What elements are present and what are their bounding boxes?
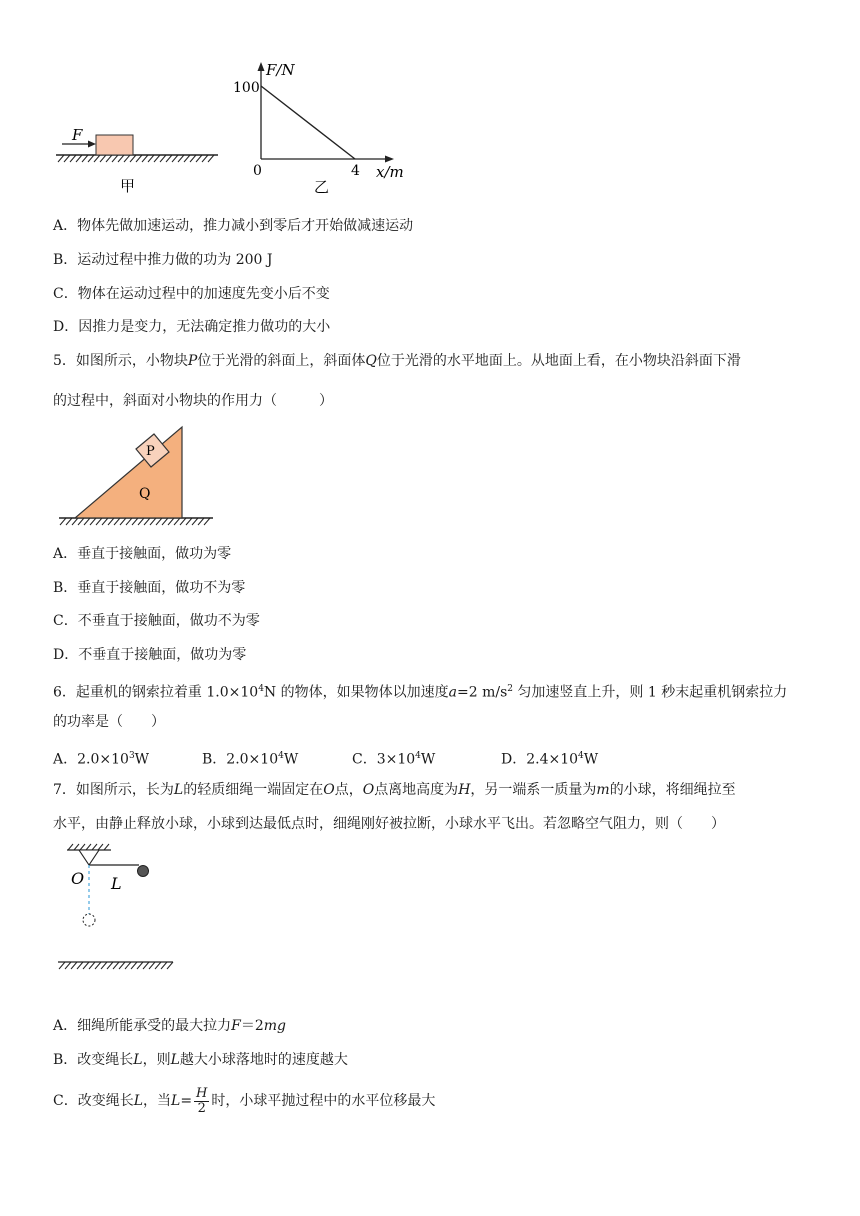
fraction-numerator: H: [196, 1085, 208, 1101]
q4-option-d: [53, 317, 330, 337]
exponent: 4: [278, 751, 284, 761]
q7-stem-line2: [53, 814, 725, 834]
stem-text: 水平，由静止释放小球，小球到达最低点时，细绳刚好被拉断，小球水平飞出。若忽略空气阻力，则（ ）: [53, 816, 725, 832]
option-text: 改变绳长: [77, 1093, 134, 1109]
option-text: 垂直于接触面，做功不为零: [77, 580, 246, 596]
origin-label: 0: [253, 163, 262, 179]
option-unit: W: [134, 751, 150, 768]
fig-jia: [56, 126, 218, 195]
option-text: 越大小球落地时的速度越大: [179, 1052, 348, 1068]
option-letter: A．: [53, 218, 78, 234]
stem-text: 匀加速竖直上升，则 1 秒末起重机钢索拉力: [512, 684, 788, 701]
option-unit: W: [283, 751, 299, 768]
option-unit: W: [583, 751, 599, 768]
option-text: 时，小球平抛过程中的水平位移最大: [211, 1093, 436, 1109]
option-value: 2.4×10: [526, 751, 579, 768]
stem-text: 如图所示，小物块: [75, 353, 188, 369]
option-text: 不垂直于接触面，做功不为零: [77, 613, 260, 629]
var-L: L: [171, 1093, 181, 1109]
option-letter: B．: [202, 751, 227, 768]
question-number: 6．: [53, 684, 76, 701]
option-letter: A．: [53, 1018, 78, 1034]
var-m: m: [596, 782, 610, 798]
q7-stem-line1: [53, 780, 736, 800]
q6-option-a: [53, 746, 149, 770]
option-letter: D．: [501, 751, 527, 768]
q5-option-b: [53, 578, 245, 598]
var-a: a: [448, 684, 457, 701]
var-L: L: [170, 1052, 180, 1068]
option-text: 细绳所能承受的最大拉力: [77, 1018, 232, 1034]
pivot-support: [79, 850, 99, 865]
var-mg: mg: [263, 1018, 287, 1034]
q4-option-a: [53, 216, 413, 236]
var-H: H: [458, 782, 471, 798]
q7-option-b: [53, 1050, 348, 1070]
stem-text: 的功率是（ ）: [53, 714, 165, 730]
option-text: 运动过程中推力做的功为 200 J: [77, 252, 273, 268]
option-letter: C．: [53, 286, 78, 302]
var-O: O: [323, 782, 335, 798]
stem-text: =2 m/s: [456, 684, 508, 701]
option-letter: C．: [53, 1093, 78, 1109]
q6-option-c: [352, 746, 435, 770]
q5-option-a: [53, 544, 231, 564]
var-L: L: [133, 1093, 144, 1109]
ball: [138, 866, 149, 877]
option-text: ，当: [143, 1093, 172, 1109]
stem-text: 位于光滑的水平地面上。从地面上看，在小物块沿斜面下滑: [376, 353, 741, 369]
yi-label: 乙: [314, 178, 330, 196]
q6-stem-line2: [53, 712, 165, 732]
ground-hatching: [59, 962, 173, 969]
var-L: L: [173, 782, 184, 798]
stem-text: 的过程中，斜面对小物块的作用力（ ）: [53, 393, 333, 409]
label-P: P: [146, 444, 155, 459]
exponent: 2: [507, 684, 513, 694]
stem-text: 位于光滑的斜面上，斜面体: [197, 353, 366, 369]
q7-option-a: [53, 1016, 286, 1036]
q6-stem-line1: [53, 679, 787, 703]
q6-option-d: [501, 746, 598, 770]
option-letter: C．: [352, 751, 377, 768]
q5-stem-line2: [53, 391, 333, 411]
ball-lowest-position: [83, 914, 95, 926]
label-O: O: [71, 869, 85, 888]
option-text: 改变绳长: [77, 1052, 134, 1068]
option-text: 因推力是变力，无法确定推力做功的大小: [78, 319, 331, 335]
option-text: ＝2: [240, 1018, 264, 1034]
stem-text: 如图所示，长为: [75, 782, 174, 798]
q5-figure: [55, 425, 220, 530]
option-letter: A．: [53, 751, 78, 768]
q5-option-c: [53, 611, 260, 631]
option-letter: B．: [53, 1052, 78, 1068]
var-Q: Q: [365, 353, 377, 369]
force-line: [261, 86, 355, 159]
var-P: P: [187, 353, 198, 369]
stem-text: 的小球，将细绳拉至: [609, 782, 736, 798]
y-tick-100: 100: [233, 80, 260, 96]
x-axis-label: x/m: [376, 163, 404, 181]
stem-text: ，另一端系一质量为: [470, 782, 597, 798]
option-text: ，则: [142, 1052, 171, 1068]
option-text: 不垂直于接触面，做功为零: [78, 647, 247, 663]
option-letter: C．: [53, 613, 78, 629]
option-text: 垂直于接触面，做功为零: [77, 546, 232, 562]
force-label: F: [72, 126, 83, 144]
option-value: 3×10: [376, 751, 416, 768]
question-number: 7．: [53, 782, 76, 798]
q7-option-c: [53, 1084, 435, 1118]
label-Q: Q: [139, 486, 151, 502]
exponent: 4: [258, 684, 264, 694]
block: [96, 135, 133, 155]
option-text: 物体在运动过程中的加速度先变小后不变: [77, 286, 330, 302]
ground-hatching: [58, 155, 214, 162]
q4-figure: [50, 58, 420, 198]
stem-text: 点，: [334, 782, 363, 798]
jia-label: 甲: [120, 177, 136, 195]
x-tick-4: 4: [351, 163, 360, 179]
stem-text: 的轻质细绳一端固定在: [183, 782, 324, 798]
question-number: 5．: [53, 353, 76, 369]
stem-text: 起重机的钢索拉着重 1.0×10: [75, 684, 259, 701]
option-unit: W: [420, 751, 436, 768]
var-L: L: [133, 1052, 143, 1068]
ceiling-hatching: [68, 844, 109, 850]
option-value: 2.0×10: [77, 751, 129, 768]
exponent: 4: [578, 751, 584, 761]
option-text: =: [180, 1093, 193, 1109]
option-letter: D．: [53, 319, 79, 335]
exponent: 4: [415, 751, 421, 761]
q7-figure: [55, 842, 185, 972]
option-letter: A．: [53, 546, 78, 562]
q4-option-b: [53, 250, 273, 270]
q5-stem-line1: [53, 351, 741, 371]
q5-option-d: [53, 645, 246, 665]
fig-yi: [233, 61, 404, 196]
fraction-H-over-2: [194, 1087, 209, 1116]
option-text: 物体先做加速运动，推力减小到零后才开始做减速运动: [77, 218, 414, 234]
fraction-denominator: 2: [197, 1100, 206, 1116]
option-letter: B．: [53, 252, 78, 268]
stem-text: N 的物体，如果物体以加速度: [263, 684, 449, 701]
option-value: 2.0×10: [226, 751, 279, 768]
option-letter: B．: [53, 580, 78, 596]
var-F: F: [231, 1018, 241, 1034]
wedge-Q: [75, 427, 182, 518]
stem-text: 点离地高度为: [374, 782, 459, 798]
q6-option-b: [202, 746, 298, 770]
var-O: O: [362, 782, 375, 798]
ground-hatching: [60, 518, 210, 525]
q4-option-c: [53, 284, 330, 304]
y-axis-label: F/N: [266, 61, 295, 79]
option-letter: D．: [53, 647, 79, 663]
exponent: 3: [128, 751, 135, 761]
label-L: L: [111, 874, 122, 893]
